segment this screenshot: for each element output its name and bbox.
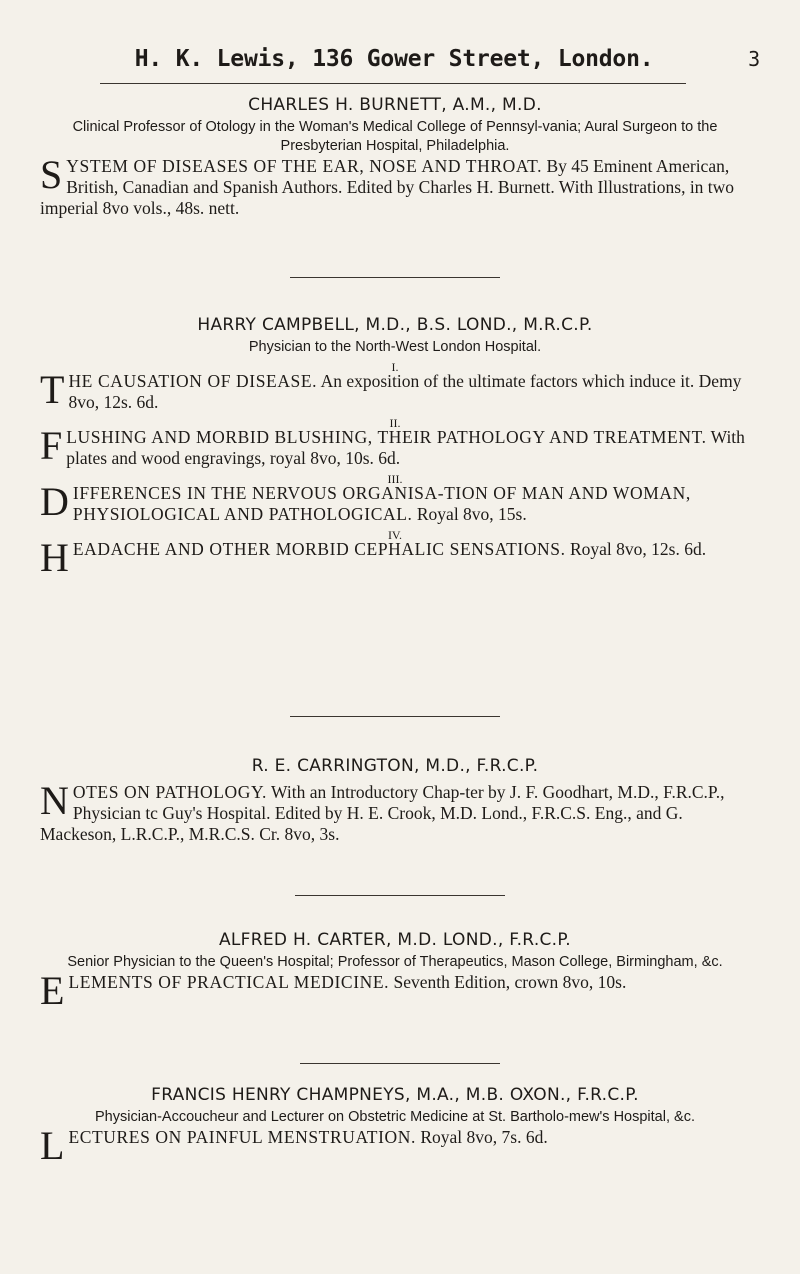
section-rule (295, 895, 505, 896)
drop-cap: T (40, 367, 65, 412)
work-number: IV. (387, 528, 403, 542)
header-rule (100, 83, 686, 84)
work-details: Royal 8vo, 15s. (412, 504, 527, 524)
entry-campbell (40, 315, 750, 580)
work-details: With an Introductory Chap-ter by J. F. Goodhart, M.D., F.R.C.P., Physician tc Guy's Hospital. Edited by H. E. Crook, M.D. Lond., F.R.C.S. Eng., and G. Mackeson, L.R.C.P., M.R.C.S. Cr. 8vo, 3s. (40, 782, 725, 844)
section-rule (290, 716, 500, 717)
drop-cap: L (40, 1123, 65, 1168)
work-title: OTES ON PATHOLOGY. (72, 782, 267, 802)
work-title: HE CAUSATION OF DISEASE. (68, 371, 318, 391)
drop-cap: E (40, 968, 65, 1013)
work-title: LEMENTS OF PRACTICAL MEDICINE. (68, 972, 390, 992)
work-details: Royal 8vo, 12s. 6d. (565, 539, 707, 559)
work-details: An exposition of the ultimate factors which induce it. Demy 8vo, 12s. 6d. (68, 371, 742, 412)
work-number: III. (387, 472, 403, 486)
work-title: ECTURES ON PAINFUL MENSTRUATION. (68, 1127, 416, 1147)
author-name: CHARLES H. BURNETT, A.M., M.D. (248, 95, 542, 115)
work-details: Seventh Edition, crown 8vo, 10s. (389, 972, 627, 992)
author-affiliation: Physician-Accoucheur and Lecturer on Obstetric Medicine at St. Bartholo-mew's Hospital, &c. (95, 1109, 695, 1125)
work-number: II. (389, 416, 401, 430)
work-entry (40, 968, 750, 1013)
entry-carter (40, 930, 750, 1013)
work-title: IFFERENCES IN THE NERVOUS ORGANISA-TION OF MAN AND WOMAN, PHYSIOLOGICAL AND PATHOLOGICAL. (72, 483, 691, 524)
drop-cap: S (40, 152, 63, 197)
running-header-title: H. K. Lewis, 136 Gower Street, London. (134, 46, 654, 72)
section-rule (290, 277, 500, 278)
work-title: YSTEM OF DISEASES OF THE EAR, NOSE AND THROAT. (66, 156, 543, 176)
entry-champneys (40, 1085, 750, 1168)
work-entry (40, 1123, 750, 1168)
page-number: 3 (748, 47, 760, 71)
author-name: HARRY CAMPBELL, M.D., B.S. LOND., M.R.C.P. (197, 315, 593, 335)
work-details: By 45 Eminent American, British, Canadian and Spanish Authors. Edited by Charles H. Burnett. With Illustrations, in two imperial 8vo vols., 48s. nett. (40, 156, 735, 218)
author-affiliation: Senior Physician to the Queen's Hospital; Professor of Therapeutics, Mason College, Birmingham, &c. (67, 954, 723, 970)
section-rule (300, 1063, 500, 1064)
entry-carrington (40, 756, 750, 845)
work-title: LUSHING AND MORBID BLUSHING, THEIR PATHOLOGY AND TREATMENT. (66, 427, 707, 447)
author-name: R. E. CARRINGTON, M.D., F.R.C.P. (251, 756, 539, 776)
author-name: FRANCIS HENRY CHAMPNEYS, M.A., M.B. OXON., F.R.C.P. (151, 1085, 639, 1105)
running-header (40, 46, 760, 72)
work-entry (40, 778, 750, 845)
entry-burnett (40, 95, 750, 219)
drop-cap: N (40, 778, 69, 823)
work-entry (40, 152, 750, 219)
work-entry (40, 367, 750, 413)
work-title: EADACHE AND OTHER MORBID CEPHALIC SENSATIONS. (72, 539, 566, 559)
work-details: Royal 8vo, 7s. 6d. (415, 1127, 548, 1147)
author-affiliation: Clinical Professor of Otology in the Woman's Medical College of Pennsyl-vania; Aural Surgeon to the Presbyterian Hospital, Philadelphia. (72, 119, 718, 154)
drop-cap: H (40, 535, 69, 580)
drop-cap: F (40, 423, 63, 468)
author-affiliation: Physician to the North-West London Hospital. (248, 339, 542, 355)
work-details: With plates and wood engravings, royal 8vo, 10s. 6d. (66, 427, 745, 468)
author-name: ALFRED H. CARTER, M.D. LOND., F.R.C.P. (218, 930, 571, 950)
work-number: I. (391, 360, 399, 374)
drop-cap: D (40, 479, 69, 524)
